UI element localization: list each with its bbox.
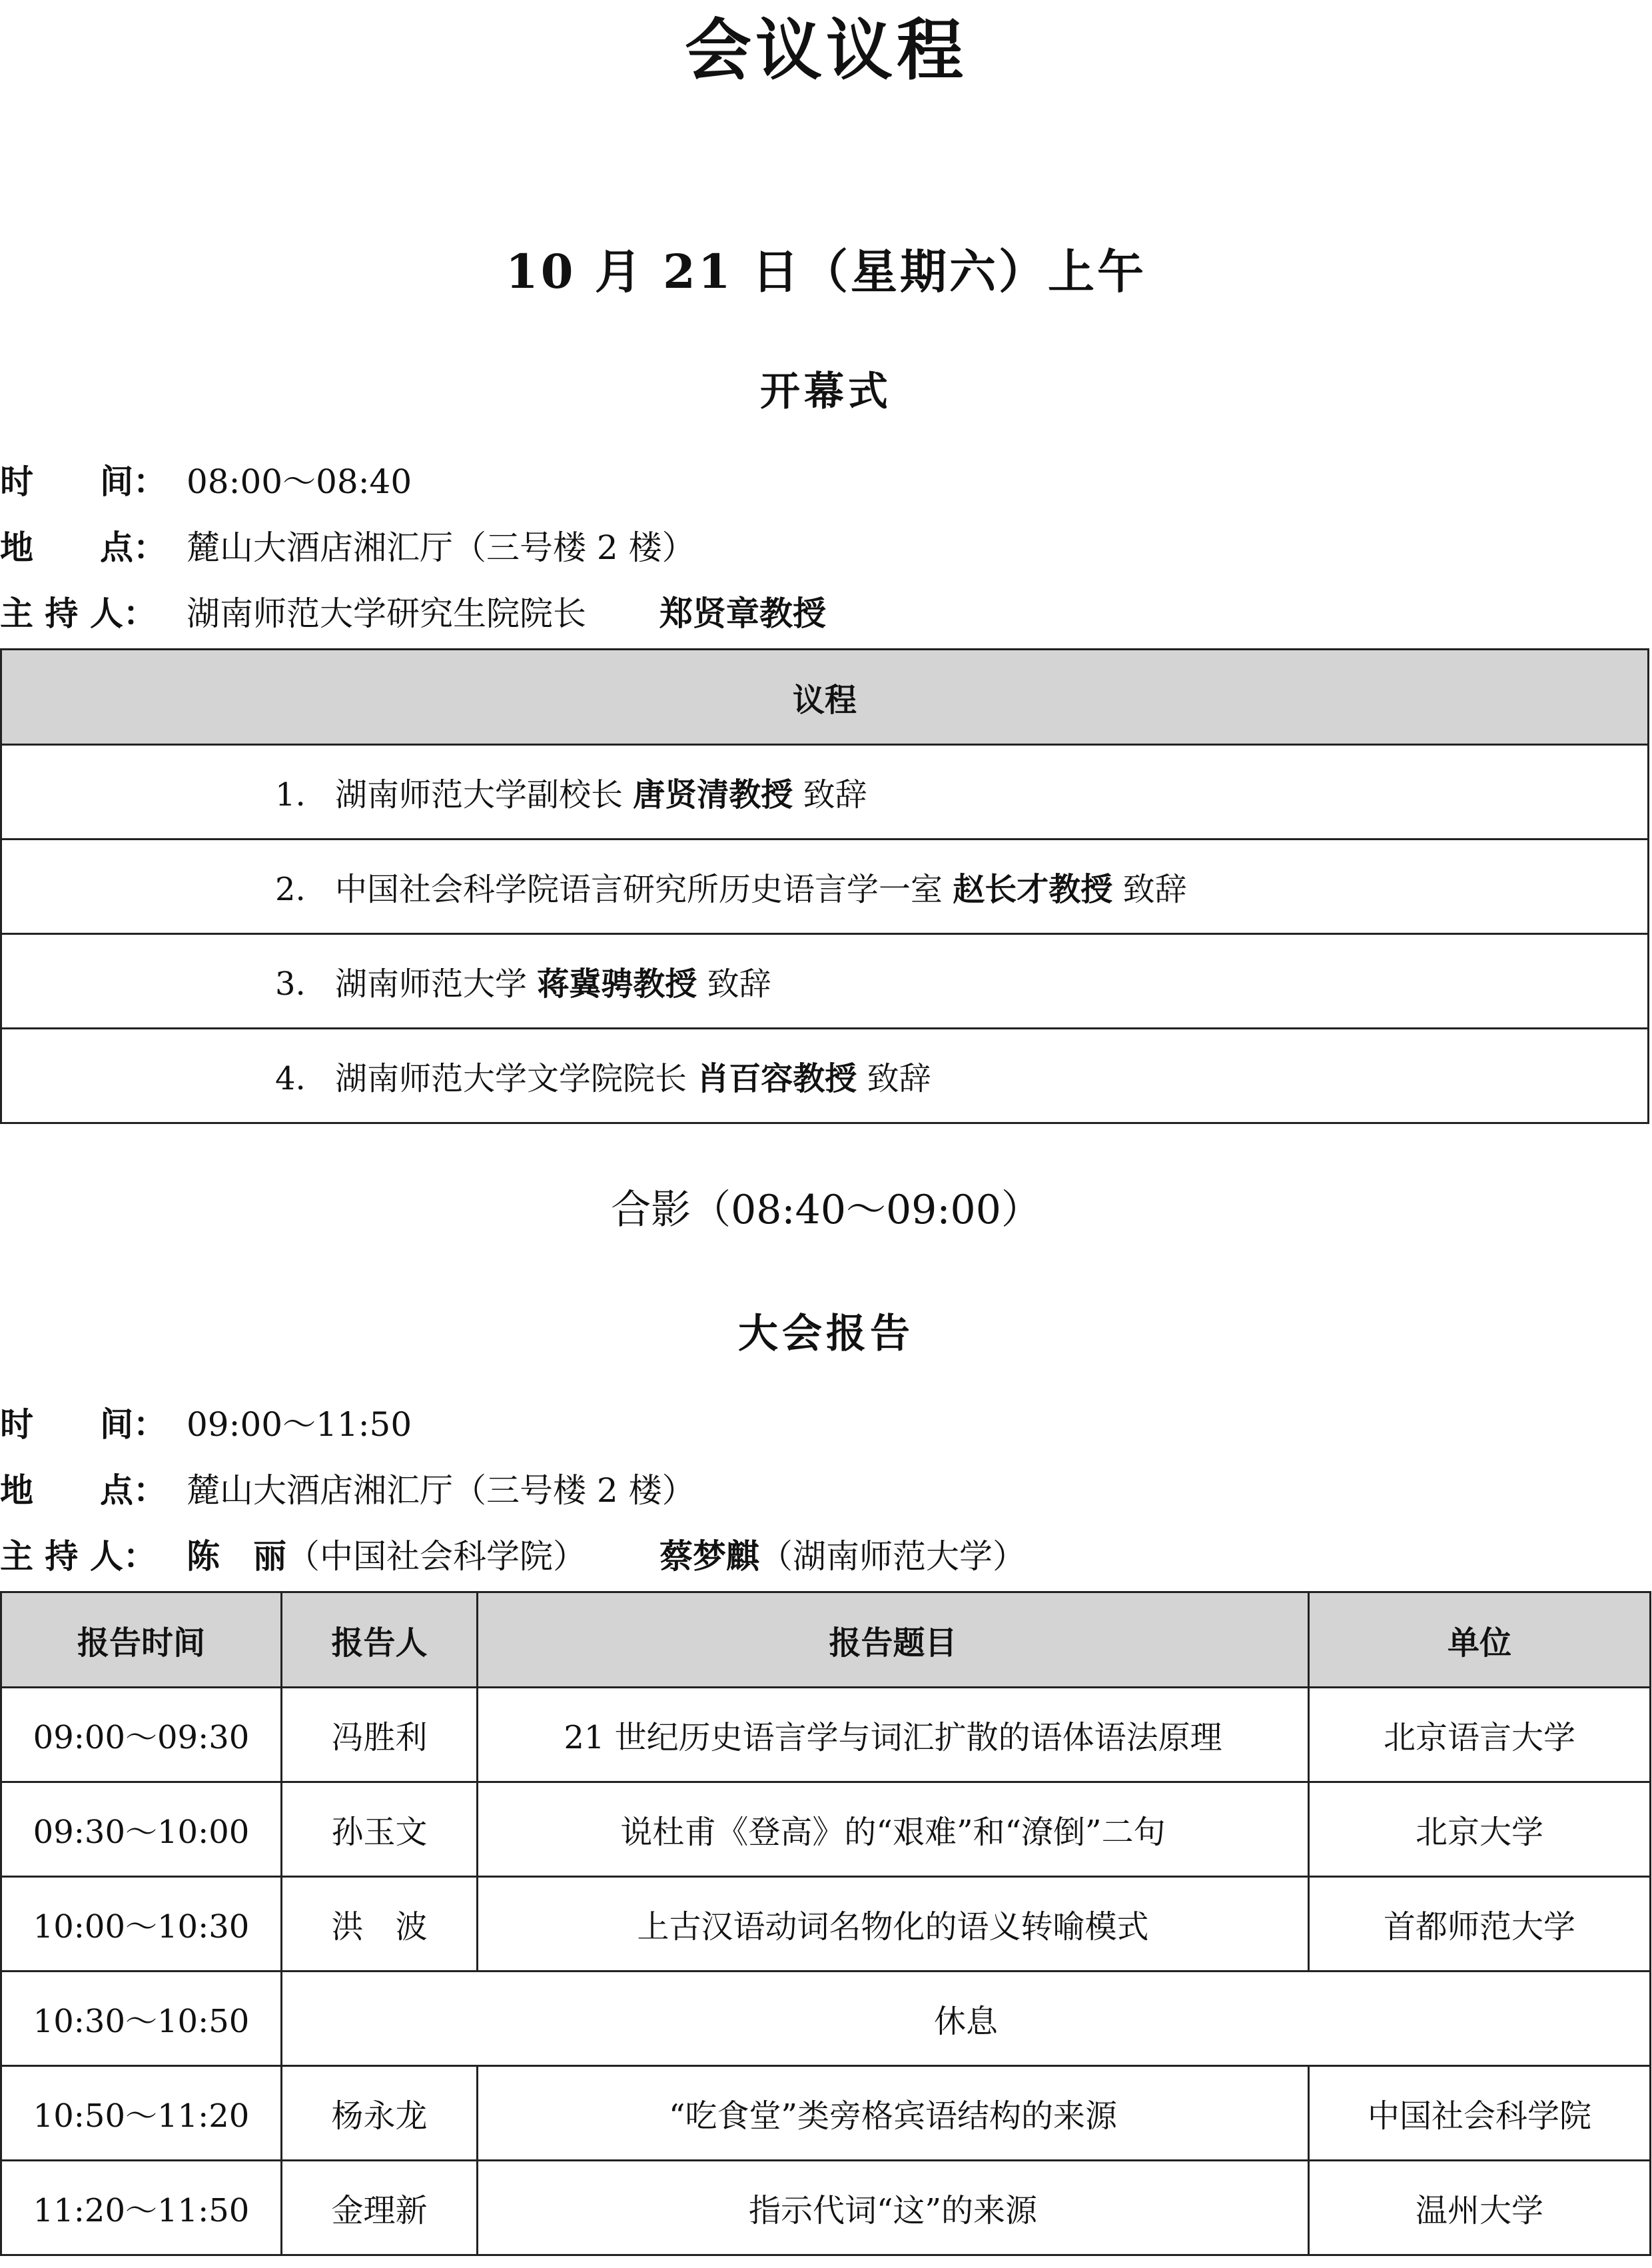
table-row [1, 1877, 1651, 1972]
table-row [1, 1688, 1651, 1782]
report-topic: “吃食堂”类旁格宾语结构的来源 [478, 2066, 1309, 2161]
report-topic: 指示代词“这”的来源 [478, 2161, 1309, 2255]
agenda-item-number: 4. [275, 1060, 306, 1097]
table-row [1, 2161, 1651, 2255]
report-speaker: 金理新 [282, 2161, 478, 2255]
agenda-item-prefix: 湖南师范大学文学院院长 [335, 1060, 687, 1097]
plenary-host-label: 主 持 人： [0, 1536, 157, 1576]
opening-host-name: 郑贤章教授 [659, 594, 826, 633]
opening-agenda-table [0, 648, 1649, 1124]
report-topic: 上古汉语动词名物化的语义转喻模式 [478, 1877, 1309, 1972]
agenda-item-suffix: 致辞 [867, 1060, 931, 1097]
break-label: 休息 [282, 1972, 1651, 2066]
report-org: 北京语言大学 [1309, 1688, 1651, 1782]
plenary-time-line [0, 1401, 1652, 1448]
report-org: 北京大学 [1309, 1782, 1651, 1877]
agenda-row [1, 934, 1649, 1029]
plenary-host1-name: 陈 丽 [187, 1536, 286, 1576]
opening-host-role: 湖南师范大学研究生院院长 [187, 594, 586, 633]
plenary-host-line [0, 1533, 1652, 1580]
opening-host-line [0, 590, 1652, 637]
day-title: 10 月 21 日（星期六）上午 [506, 244, 1146, 299]
agenda-item-prefix: 中国社会科学院语言研究所历史语言学一室 [335, 871, 943, 908]
page-title: 会议议程 [685, 11, 967, 89]
column-header-speaker: 报告人 [282, 1592, 478, 1688]
opening-title: 开幕式 [760, 368, 892, 415]
report-org: 温州大学 [1309, 2161, 1651, 2255]
column-header-org: 单位 [1309, 1592, 1651, 1688]
opening-place-line [0, 524, 1652, 571]
plenary-host2-org: （湖南师范大学） [759, 1537, 1026, 1576]
plenary-host1-org: （中国社会科学院） [286, 1537, 586, 1576]
plenary-report-table [0, 1591, 1651, 2256]
plenary-title: 大会报告 [738, 1311, 914, 1357]
column-header-topic: 报告题目 [478, 1592, 1309, 1688]
report-org: 首都师范大学 [1309, 1877, 1651, 1972]
opening-host-label: 主 持 人： [0, 594, 157, 633]
opening-time-line [0, 458, 1652, 505]
agenda-row [1, 1029, 1649, 1123]
agenda-item-name: 蒋冀骋教授 [537, 965, 697, 1003]
report-time: 10:00～10:30 [1, 1877, 282, 1972]
report-time: 11:20～11:50 [1, 2161, 282, 2255]
agenda-item-suffix: 致辞 [803, 776, 867, 814]
report-speaker: 冯胜利 [282, 1688, 478, 1782]
agenda-header: 议程 [1, 650, 1649, 745]
plenary-place-line [0, 1467, 1652, 1514]
report-org: 中国社会科学院 [1309, 2066, 1651, 2161]
agenda-item-name: 唐贤清教授 [633, 776, 793, 814]
group-photo-title: 合影（08:40～09:00） [611, 1187, 1041, 1233]
agenda-item-name: 赵长才教授 [953, 871, 1113, 908]
opening-place-value: 麓山大酒店湘汇厅（三号楼 2 楼） [187, 528, 695, 567]
table-row [1, 2066, 1651, 2161]
plenary-time-value: 09:00～11:50 [187, 1405, 412, 1444]
agenda-item-suffix: 致辞 [707, 965, 771, 1003]
agenda-item-number: 2. [275, 871, 306, 908]
plenary-place-label: 地 点： [0, 1470, 167, 1510]
agenda-row [1, 840, 1649, 934]
report-time: 10:50～11:20 [1, 2066, 282, 2161]
report-time: 09:30～10:00 [1, 1782, 282, 1877]
opening-time-label: 时 间： [0, 462, 167, 501]
report-time: 09:00～09:30 [1, 1688, 282, 1782]
agenda-item-name: 肖百容教授 [697, 1060, 857, 1097]
column-header-time: 报告时间 [1, 1592, 282, 1688]
agenda-item-number: 3. [275, 965, 306, 1003]
agenda-item-prefix: 湖南师范大学 [335, 965, 528, 1003]
report-topic: 说杜甫《登高》的“艰难”和“潦倒”二句 [478, 1782, 1309, 1877]
table-row-break [1, 1972, 1651, 2066]
plenary-place-value: 麓山大酒店湘汇厅（三号楼 2 楼） [187, 1471, 695, 1510]
table-row [1, 1782, 1651, 1877]
agenda-row [1, 745, 1649, 840]
opening-time-value: 08:00～08:40 [187, 462, 412, 501]
plenary-host2-name: 蔡梦麒 [659, 1536, 759, 1576]
plenary-time-label: 时 间： [0, 1405, 167, 1444]
report-time: 10:30～10:50 [1, 1972, 282, 2066]
agenda-item-prefix: 湖南师范大学副校长 [335, 776, 623, 814]
report-speaker: 洪 波 [282, 1877, 478, 1972]
report-speaker: 孙玉文 [282, 1782, 478, 1877]
opening-place-label: 地 点： [0, 528, 167, 567]
report-speaker: 杨永龙 [282, 2066, 478, 2161]
agenda-item-number: 1. [275, 776, 306, 814]
agenda-item-suffix: 致辞 [1122, 871, 1187, 908]
report-topic: 21 世纪历史语言学与词汇扩散的语体语法原理 [478, 1688, 1309, 1782]
